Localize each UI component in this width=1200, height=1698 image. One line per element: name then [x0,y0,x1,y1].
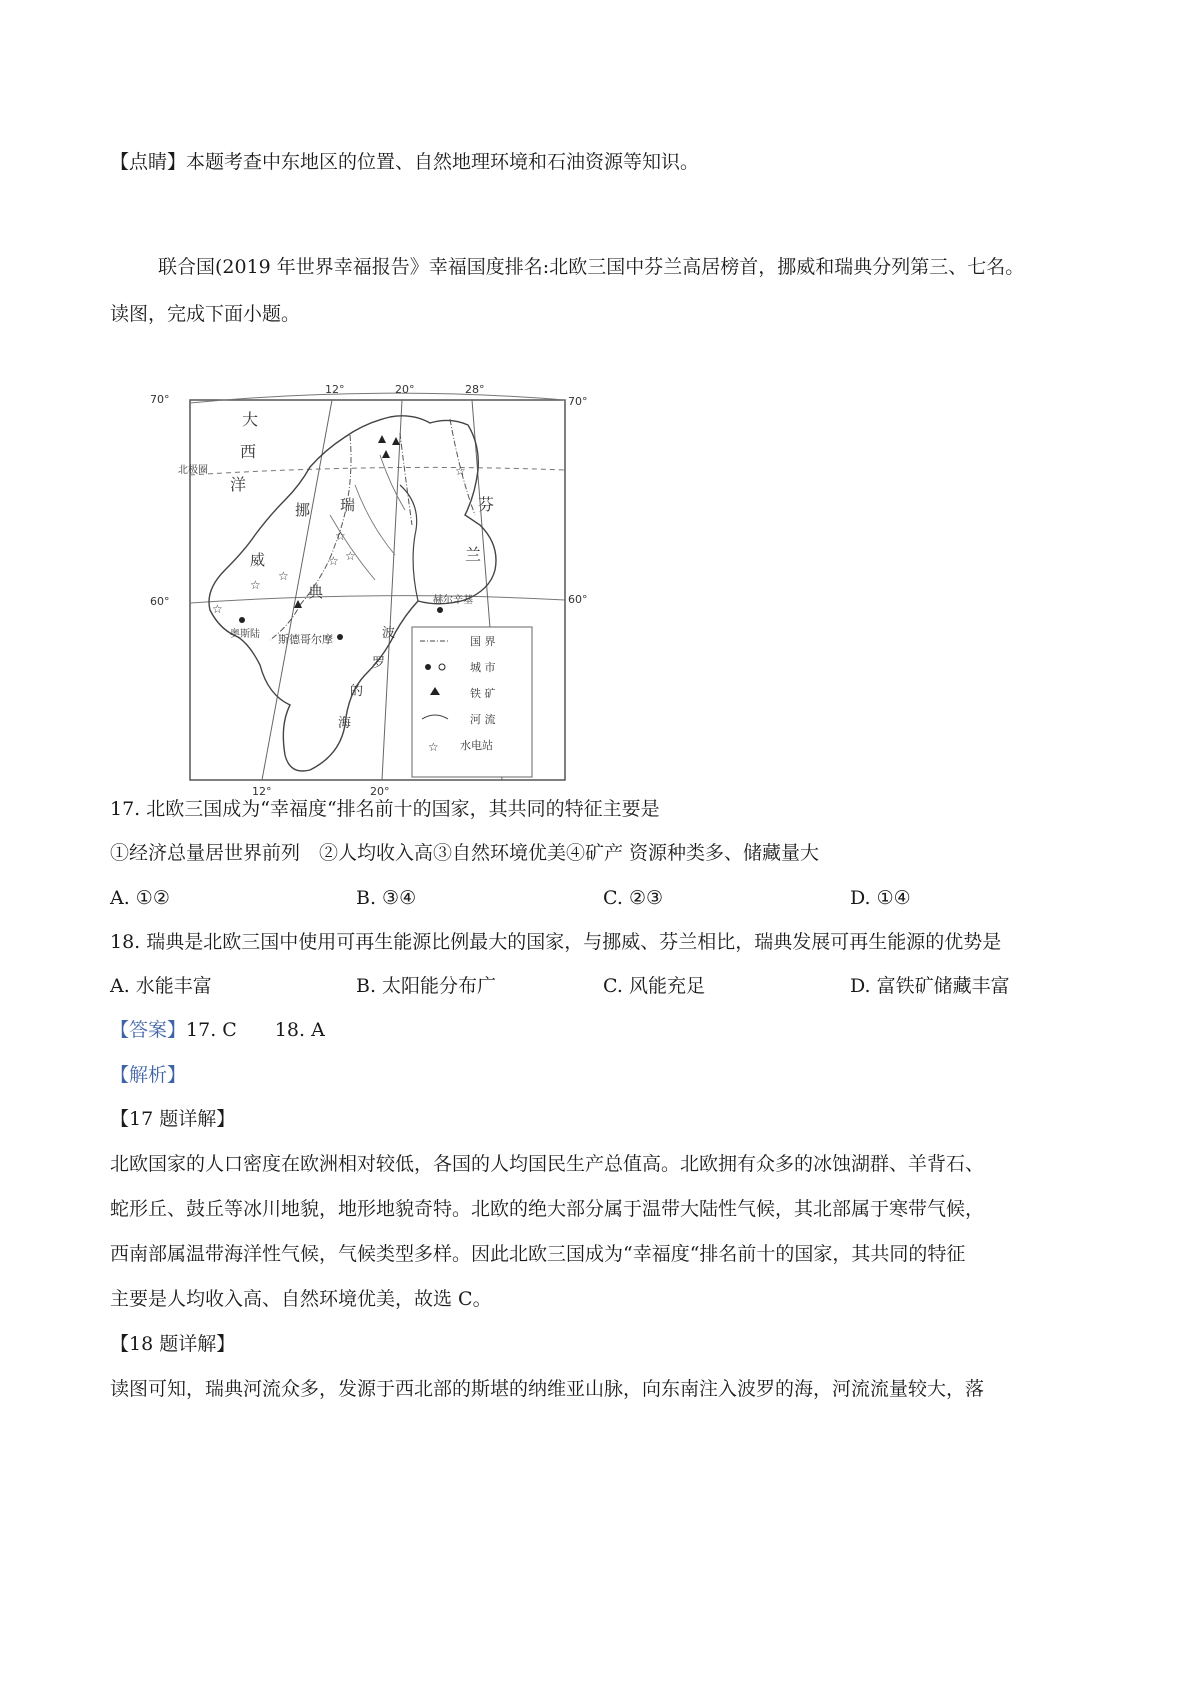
iron-mine-marker [378,435,386,443]
place-label: 兰 [465,545,482,564]
q18-option-b: B. 太阳能分布广 [356,975,497,997]
q17-detail-line: 西南部属温带海洋性气候，气候类型多样。因此北欧三国成为“幸福度“排名前十的国家，其共同的特征 [110,1243,966,1265]
hydropower-marker: ☆ [278,569,289,583]
hydropower-marker: ☆ [455,464,466,478]
border-sweden-finland [400,433,412,525]
place-label: 挪 [295,501,311,519]
dianjing-note: 【点睛】本题考查中东地区的位置、自然地理环境和石油资源等知识。 [110,151,700,173]
place-label: 奥斯陆 [230,629,260,640]
place-label: 瑞 [340,496,356,514]
northern-europe-map [150,375,590,835]
place-label: 西 [240,442,257,461]
hydropower-marker: ☆ [345,549,356,563]
q18-option-a: A. 水能丰富 [110,975,212,997]
passage-line-2: 读图，完成下面小题。 [110,303,301,325]
hydropower-marker: ☆ [328,554,339,568]
q17-items: ①经济总量居世界前列 ②人均收入高③自然环境优美④矿产 资源种类多、储藏量大 [110,842,820,864]
place-label: 芬 [478,495,495,514]
place-label: 大 [242,410,259,429]
q17-detail-heading: 【17 题详解】 [110,1108,236,1130]
q17-detail-line: 蛇形丘、鼓丘等冰川地貌，地形地貌奇特。北欧的绝大部分属于温带大陆性气候，其北部属于寒带气候， [110,1198,985,1220]
place-label: 赫尔辛基 [433,595,473,606]
legend-hydro-symbol: ☆ [428,740,439,754]
hydropower-marker: ☆ [212,602,223,616]
map-legend-box [412,627,532,777]
place-label: 海 [338,716,352,731]
hydropower-marker: ☆ [335,529,346,543]
q17-detail-line: 主要是人均收入高、自然环境优美，故选 C。 [110,1288,492,1310]
legend-label: 城 市 [470,661,496,674]
q18-option-d: D. 富铁矿储藏丰富 [850,975,1010,997]
lat-70-line [190,393,565,403]
place-label: 的 [350,684,364,699]
q17-option-d: D. ①④ [850,887,911,909]
degree-label: 12° [325,383,345,396]
degree-label: 70° [568,395,588,408]
legend-label: 铁 矿 [470,687,496,700]
place-label: 罗 [372,656,386,671]
q18-option-c: C. 风能充足 [603,975,705,997]
passage-line-1: 联合国(2019 年世界幸福报告》幸福国度排名:北欧三国中芬兰高居榜首，挪威和瑞典分列第三、七名。 [158,256,1025,278]
degree-label: 60° [568,593,588,606]
q17-option-a: A. ①② [110,887,170,909]
place-label: 斯德哥尔摩 [278,633,333,646]
q17-stem: 17. 北欧三国成为“幸福度“排名前十的国家，其共同的特征主要是 [110,798,660,820]
legend-label: 水电站 [460,739,493,752]
river-3 [380,455,405,510]
place-label: 北极圈 [178,465,208,476]
city-marker-stockholm [337,634,343,640]
hydropower-marker: ☆ [250,578,261,592]
q18-stem: 18. 瑞典是北欧三国中使用可再生能源比例最大的国家，与挪威、芬兰相比，瑞典发展可再生能源的优势是 [110,931,1002,953]
lat-60-line [190,596,565,603]
city-marker-helsinki [437,607,443,613]
analysis-label: 【解析】 [110,1064,187,1086]
city-marker-oslo [239,617,245,623]
map-svg [150,375,590,835]
iron-mine-marker [382,450,390,458]
river-2 [330,515,375,580]
legend-city-symbol [425,664,431,670]
place-label: 洋 [230,475,247,494]
degree-label: 20° [370,785,390,798]
degree-label: 20° [395,383,415,396]
place-label: 威 [250,551,266,569]
q17-option-c: C. ②③ [603,887,664,909]
degree-label: 60° [150,595,170,608]
legend-label: 国 界 [470,635,496,648]
q18-detail-heading: 【18 题详解】 [110,1333,236,1355]
degree-label: 28° [465,383,485,396]
degree-label: 12° [252,785,272,798]
answer-label: 【答案】 [110,1019,187,1041]
arctic-circle-line [190,467,565,475]
river-1 [355,485,395,555]
q17-option-b: B. ③④ [356,887,417,909]
legend-label: 河 流 [470,713,496,726]
iron-mine-marker [392,437,400,445]
q18-detail-line: 读图可知，瑞典河流众多，发源于西北部的斯堪的纳维亚山脉，向东南注入波罗的海，河流流量较大，落 [110,1378,985,1400]
place-label: 典 [308,583,324,601]
place-label: 波 [382,626,396,641]
answer-line [110,1018,325,1042]
q17-detail-line: 北欧国家的人口密度在欧洲相对较低，各国的人均国民生产总值高。北欧拥有众多的冰蚀湖群、羊背石、 [110,1153,985,1175]
answer-value: 17. C 18. A [186,1019,325,1041]
degree-label: 70° [150,393,170,406]
